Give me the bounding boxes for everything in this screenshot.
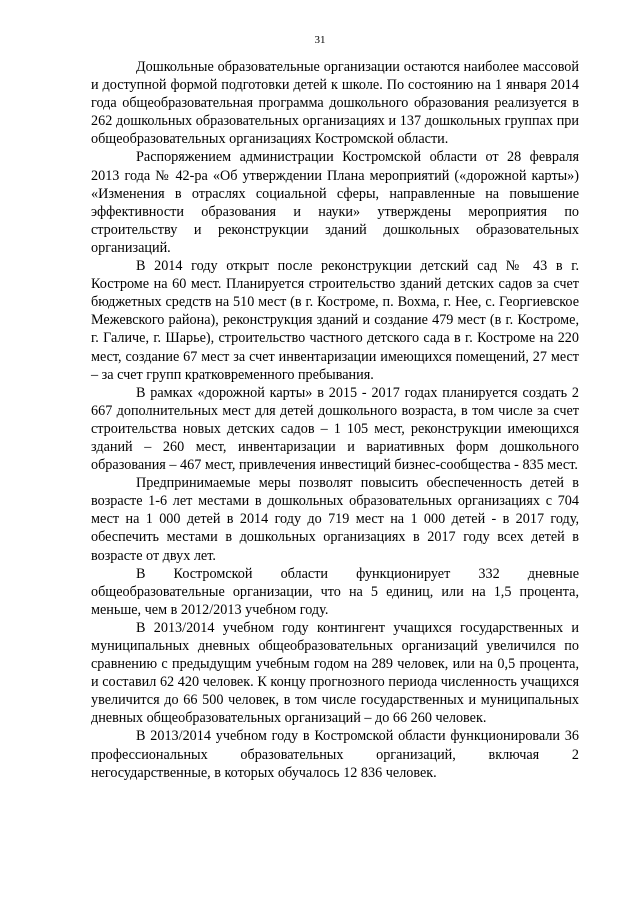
paragraph-coverage-measures: Предпринимаемые меры позволят повысить обеспеченность детей в возрасте 1-6 лет местами в дошкольных образовательных организациях с 704 мест на 1 000 детей в 2014 году до 719 мест на 1 000 детей - в 2017 году, обеспечить местами в дошкольных организациях в 2017 году всех детей в возрасте от двух лет. — [91, 475, 579, 564]
paragraph-vocational-organizations: В 2013/2014 учебном году в Костромской области функционировали 36 профессиональных образовательных организаций, включая 2 негосударственные, в которых обучалось 12 836 человек. — [91, 728, 579, 781]
paragraph-preschool-organizations: Дошкольные образовательные организации остаются наиболее массовой и доступной формой подготовки детей к школе. По состоянию на 1 января 2014 года общеобразовательная программа дошкольного образования реализуется в 262 дошкольных образовательных организациях и 137 дошкольных группах при общеобразовательных организациях Костромской области. — [91, 59, 579, 148]
paragraph-additional-places: В рамках «дорожной карты» в 2015 - 2017 годах планируется создать 2 667 дополнительных мест для детей дошкольного возраста, в том числе за счет строительства новых детских садов – 1 105 мест, реконструкции имеющихся зданий – 260 мест, инвентаризации и вариативных форм дошкольного образования – 467 мест, привлечения инвестиций бизнес-сообщества - 835 мест. — [91, 384, 579, 474]
paragraph-roadmap-order: Распоряжением администрации Костромской области от 28 февраля 2013 года № 42-ра «Об утверждении Плана мероприятий («дорожной карты») «Изменения в отраслях социальной сферы, направленные на повышение эффективности образования и науки» утверждены мероприятия по строительству и реконструкции зданий дошкольных образовательных организаций. — [91, 149, 579, 256]
body-text — [91, 58, 579, 782]
paragraph-student-contingent: В 2013/2014 учебном году контингент учащихся государственных и муниципальных дневных общеобразовательных организаций увеличился по сравнению с предыдущим учебным годом на 289 человек, или на 0,5 процента, и составил 62 420 человек. К концу прогнозного периода численность учащихся увеличится до 66 500 человек, в том числе государственных и муниципальных дневных общеобразовательных организаций – до 66 260 человек. — [91, 619, 579, 727]
paragraph-general-education-count: В Костромской области функционирует 332 дневные общеобразовательные организации, что на 5 единиц, или на 1,5 процента, меньше, чем в 2012/2013 учебном году. — [91, 565, 579, 618]
paragraph-kindergarten-construction: В 2014 году открыт после реконструкции детский сад № 43 в г. Костроме на 60 мест. Планируется строительство зданий детских садов за счет бюджетных средств на 510 мест (в г. Костроме, п. Вохма, г. Нее, с. Георгиевское Межевского района), реконструкция зданий и создание 479 мест (в г. Костроме, г. Галиче, г. Шарье), строительство частного детского сада в г. Костроме на 220 мест, создание 67 мест за счет инвентаризации имеющихся помещений, 27 мест – за счет групп кратковременного пребывания. — [91, 258, 579, 383]
page-number: 31 — [314, 34, 326, 46]
